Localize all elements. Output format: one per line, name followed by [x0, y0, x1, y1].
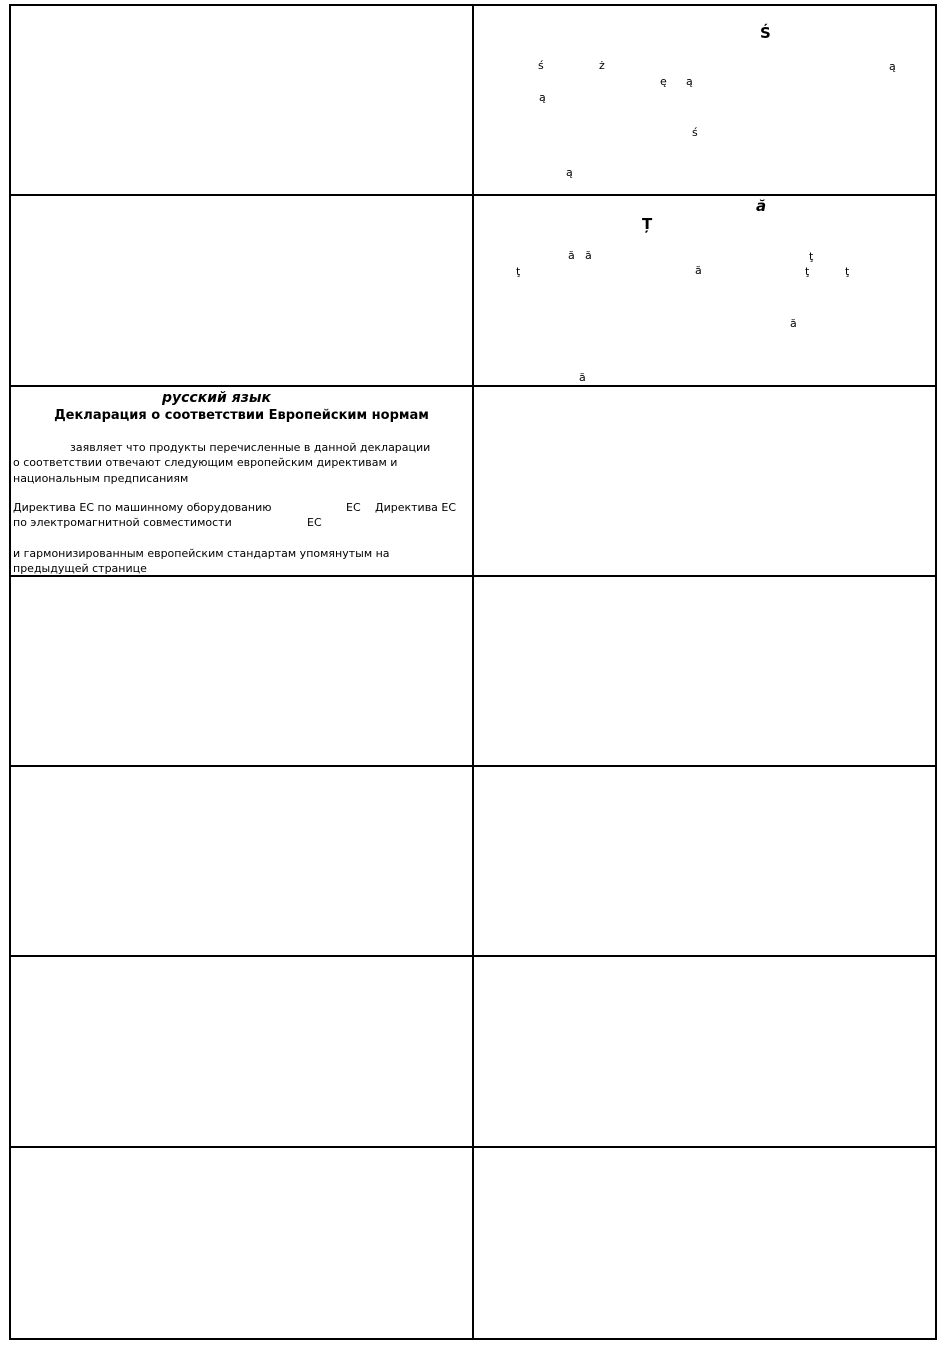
cell-r6-left — [11, 957, 474, 1147]
directive-machinery-suffix: ЕС — [346, 500, 361, 514]
cell-r5-right — [474, 767, 935, 957]
directive-emc-suffix: ЕС — [307, 515, 322, 529]
romanian-subheading: Ț — [642, 215, 653, 234]
romanian-char: ţ — [516, 265, 521, 279]
polish-char: ą — [889, 60, 896, 73]
cell-russian — [11, 387, 474, 577]
cell-r2-left — [11, 196, 474, 386]
intro-line-3: национальным предписаниям — [13, 471, 189, 485]
directive-emc-continued: по электромагнитной совместимости — [13, 515, 232, 529]
polish-char: ą — [686, 75, 693, 88]
romanian-char: ţ — [805, 265, 810, 279]
romanian-char: ţ — [809, 250, 814, 264]
cell-r5-left — [11, 767, 474, 957]
directive-emc: Директива ЕС — [375, 500, 457, 514]
cell-r7-left — [11, 1148, 474, 1338]
cell-r3-right — [474, 387, 935, 577]
romanian-char: ă — [585, 249, 592, 263]
harmonized-line-2: предыдущей странице — [13, 561, 147, 575]
cell-r2-right — [474, 196, 935, 386]
polish-char: ż — [599, 59, 605, 72]
directive-machinery: Директива ЕС по машинному оборудованию — [13, 500, 272, 514]
polish-char: ś — [538, 59, 544, 72]
cell-r4-right — [474, 577, 935, 767]
cell-r4-left — [11, 577, 474, 767]
harmonized-line-1: и гармонизированным европейским стандартам упомянутым на — [13, 546, 390, 560]
cell-r1-right — [474, 6, 935, 196]
cell-r1-left — [11, 6, 474, 196]
polish-char: ę — [660, 75, 667, 88]
polish-char: ś — [692, 126, 698, 139]
declaration-title: Декларация о соответствии Европейским нормам — [54, 407, 429, 423]
intro-line-1: заявляет что продукты перечисленные в данной декларации — [70, 440, 431, 454]
polish-char: ą — [539, 91, 546, 104]
romanian-char: ă — [790, 317, 797, 331]
polish-char: ą — [566, 166, 573, 179]
romanian-heading: ă — [756, 197, 767, 216]
language-heading: русский язык — [161, 389, 272, 406]
polish-heading: Ś — [760, 24, 771, 42]
romanian-char: ă — [568, 249, 575, 263]
romanian-char: ţ — [845, 265, 850, 279]
cell-r7-right — [474, 1148, 935, 1338]
intro-line-2: о соответствии отвечают следующим европейским директивам и — [13, 455, 398, 469]
romanian-char: ă — [695, 264, 702, 278]
romanian-char: ă — [579, 371, 586, 385]
declaration-table — [9, 4, 937, 1340]
cell-r6-right — [474, 957, 935, 1147]
